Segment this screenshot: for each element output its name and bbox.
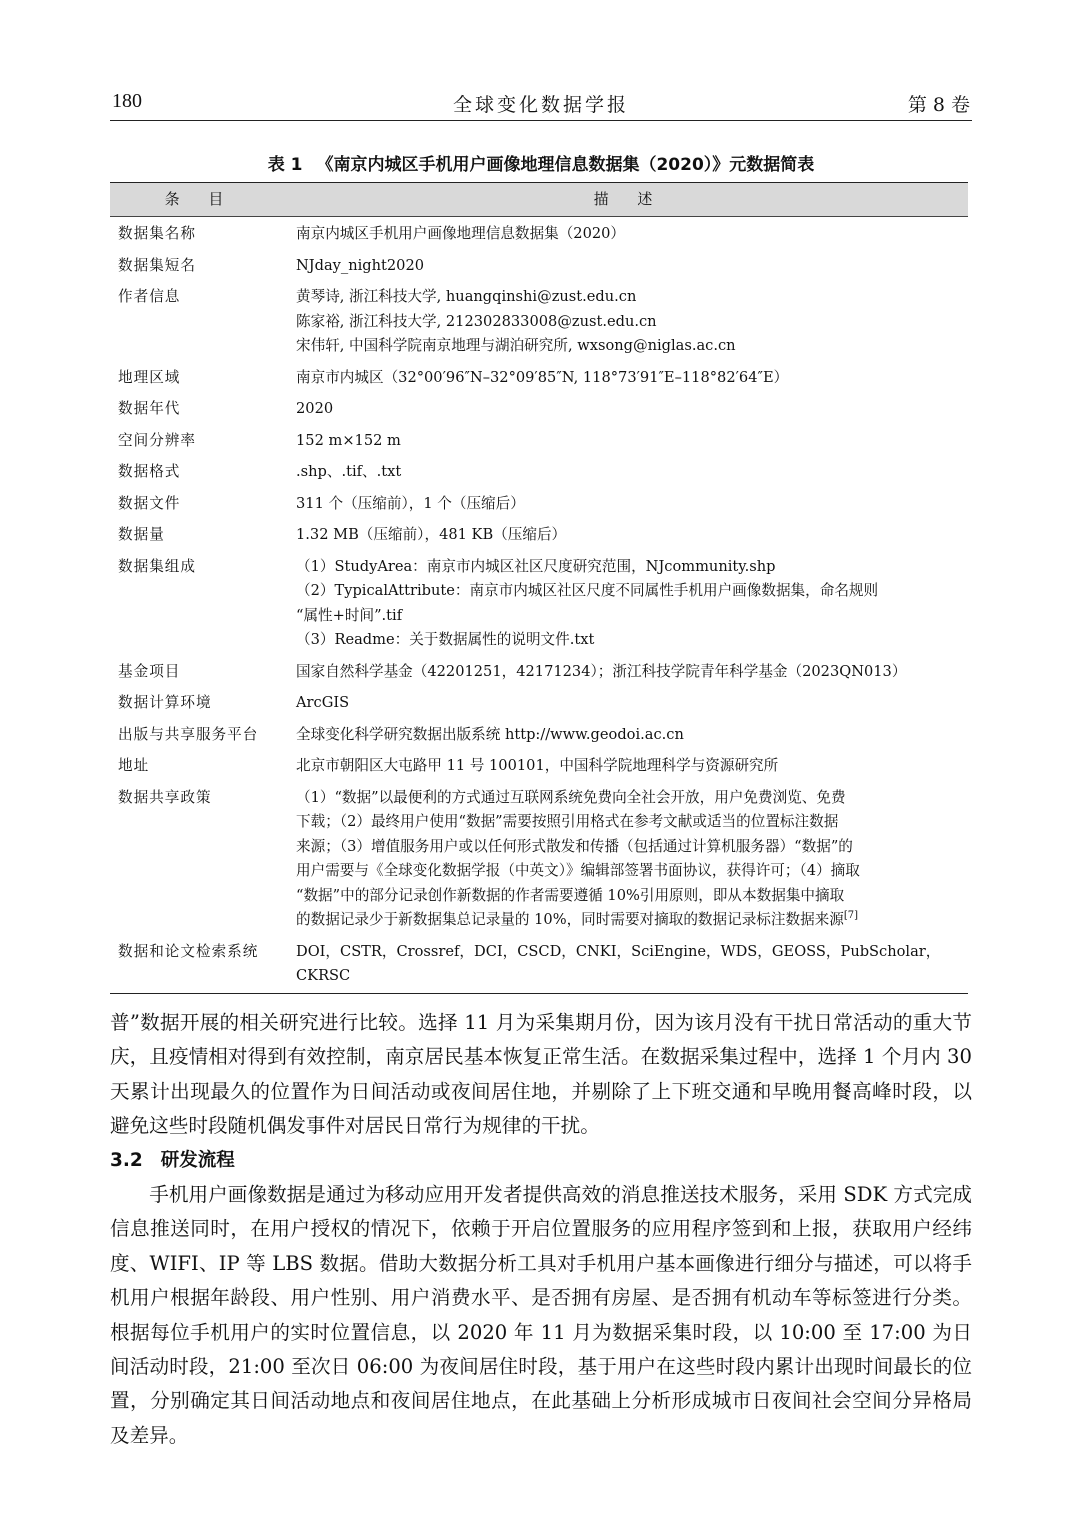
table-row	[110, 249, 968, 281]
row-value-text: 北京市朝阳区大屯路甲 11 号 100101，中国科学院地理科学与资源研究所	[296, 757, 779, 774]
row-value-text: 宋伟轩, 中国科学院南京地理与湖泊研究所, wxsong@niglas.ac.cn	[296, 337, 736, 354]
row-value	[290, 392, 968, 424]
row-label: 数据集组成	[118, 557, 196, 575]
row-value-line	[296, 397, 964, 422]
row-value-line	[296, 754, 964, 779]
row-value-line	[296, 460, 964, 485]
table-row	[110, 935, 968, 994]
row-value-line	[296, 523, 964, 548]
row-value-text: CKRSC	[296, 967, 351, 984]
table-row	[110, 217, 968, 249]
row-value-line	[296, 940, 964, 965]
row-value-line	[296, 964, 964, 989]
row-value-text: 的数据记录少于新数据集总记录量的 10%，同时需要对摘取的数据记录标注数据来源	[296, 911, 844, 928]
page-number: 180	[112, 90, 142, 112]
row-value-text: 152 m×152 m	[296, 431, 401, 449]
row-value-line	[296, 579, 964, 604]
row-value	[290, 455, 968, 487]
table-row	[110, 487, 968, 519]
row-label: 地理区域	[118, 368, 181, 386]
column-header-description: 描 述	[290, 183, 968, 217]
table-row	[110, 424, 968, 456]
row-value	[290, 249, 968, 281]
row-value-text: （1）“数据”以最便利的方式通过互联网系统免费向全社会开放，用户免费浏览、免费	[296, 788, 846, 806]
row-value-line	[296, 908, 964, 933]
table-row	[110, 655, 968, 687]
row-value-text: 1.32 MB（压缩前），481 KB（压缩后）	[296, 526, 567, 543]
table-row	[110, 361, 968, 393]
row-value-line	[296, 334, 964, 359]
row-value-text: 陈家裕, 浙江科技大学, 212302833008@zust.edu.cn	[296, 312, 657, 330]
journal-title: 全球变化数据学报	[452, 94, 629, 116]
section-heading	[110, 1144, 972, 1178]
row-value-text: 国家自然科学基金（42201251，42171234）；浙江科技学院青年科学基金（2023QN013）	[296, 662, 907, 680]
row-label: 数据共享政策	[118, 788, 212, 806]
table-caption-text: 《南京内城区手机用户画像地理信息数据集（2020）》元数据简表	[316, 155, 815, 175]
row-value-text: 南京内城区手机用户画像地理信息数据集（2020）	[296, 225, 626, 242]
table-number: 表 1	[267, 155, 303, 175]
table-row	[110, 686, 968, 718]
section-title: 研发流程	[160, 1149, 235, 1171]
row-value-text: 来源；（3）增值服务用户或以任何形式散发和传播（包括通过计算机服务器）“数据”的	[296, 837, 853, 855]
row-value-text: 南京市内城区（32°00′96″N–32°09′85″N, 118°73′91″E–118°82′64″E）	[296, 368, 789, 386]
page-header	[110, 86, 972, 121]
row-value-text: .shp、.tif、.txt	[296, 463, 402, 480]
row-value-line	[296, 628, 964, 653]
row-value	[290, 718, 968, 750]
row-label: 数据计算环境	[118, 694, 212, 711]
metadata-table	[110, 182, 968, 994]
row-value	[290, 217, 968, 249]
row-value	[290, 749, 968, 781]
row-value-text: 2020	[296, 400, 334, 417]
row-value-text: NJday_night2020	[296, 256, 425, 274]
row-label: 基金项目	[118, 662, 181, 680]
volume-label: 第 8 卷	[907, 94, 970, 116]
paragraph: 手机用户画像数据是通过为移动应用开发者提供高效的消息推送技术服务，采用 SDK 方式完成信息推送同时，在用户授权的情况下，依赖于开启位置服务的应用程序签到和上报，获取用户经纬度、WIFI、IP 等 LBS 数据。借助大数据分析工具对手机用户基本画像进行细分与描述，可以将手机用户根据年龄段、用户性别、用户消费水平、是否拥有房屋、是否拥有机动车等标签进行分类。根据每位手机用户的实时位置信息，以 2020 年 11 月为数据采集时段，以 10:00 至 17:00 为日间活动时段，21:00 至次日 06:00 为夜间居住时段，基于用户在这些时段内累计出现时间最长的位置，分别确定其日间活动地点和夜间居住地点，在此基础上分析形成城市日夜间社会空间分异格局及差异。	[110, 1183, 972, 1447]
row-value-line	[296, 691, 964, 716]
row-value-text: ArcGIS	[296, 694, 350, 711]
table-row	[110, 518, 968, 550]
row-value	[290, 781, 968, 935]
row-value-text: 全球变化科学研究数据出版系统 http://www.geodoi.ac.cn	[296, 725, 684, 743]
row-label: 作者信息	[118, 288, 181, 305]
row-value	[290, 655, 968, 687]
row-value-line	[296, 859, 964, 884]
row-value-text: 311 个（压缩前），1 个（压缩后）	[296, 494, 525, 512]
row-value-text: “数据”中的部分记录创作新数据的作者需要遵循 10%引用原则，即从本数据集中摘取	[296, 886, 845, 904]
table-caption	[110, 150, 972, 175]
row-value-line	[296, 555, 964, 580]
section-number: 3.2	[110, 1149, 143, 1171]
row-value-text: （1）StudyArea：南京市内城区社区尺度研究范围，NJcommunity.shp	[296, 557, 776, 575]
table-header-row	[110, 183, 968, 217]
row-value-line	[296, 254, 964, 279]
row-value-line	[296, 660, 964, 685]
table-row	[110, 280, 968, 361]
paragraph: 普”数据开展的相关研究进行比较。选择 11 月为采集期月份，因为该月没有干扰日常活动的重大节庆，且疫情相对得到有效控制，南京居民基本恢复正常生活。在数据采集过程中，选择 1 个月内 30 天累计出现最久的位置作为日间活动或夜间居住地，并剔除了上下班交通和早晚用餐高峰时段，以避免这些时段随机偶发事件对居民日常行为规律的干扰。	[110, 1011, 972, 1138]
row-value-line	[296, 366, 964, 391]
row-label: 数据集名称	[118, 225, 196, 242]
body-text	[110, 1006, 972, 1453]
row-value-line	[296, 884, 964, 909]
table-row	[110, 718, 968, 750]
row-value-line	[296, 604, 964, 629]
table-row	[110, 392, 968, 424]
row-value	[290, 361, 968, 393]
row-value-line	[296, 492, 964, 517]
row-value	[290, 935, 968, 994]
row-label: 数据年代	[118, 400, 181, 417]
row-value	[290, 487, 968, 519]
table-row	[110, 781, 968, 935]
row-label: 出版与共享服务平台	[118, 725, 259, 743]
row-value-line	[296, 310, 964, 335]
row-label: 数据格式	[118, 463, 181, 480]
table-row	[110, 455, 968, 487]
row-value-line	[296, 285, 964, 310]
row-label: 地址	[118, 757, 150, 774]
row-value-line	[296, 723, 964, 748]
table-row	[110, 550, 968, 655]
row-value-text: （3）Readme：关于数据属性的说明文件.txt	[296, 631, 595, 648]
row-value	[290, 518, 968, 550]
row-label: 数据集短名	[118, 256, 196, 274]
row-value-line	[296, 810, 964, 835]
row-value-line	[296, 786, 964, 811]
row-label: 空间分辨率	[118, 431, 196, 449]
table-body	[110, 217, 968, 994]
row-value	[290, 550, 968, 655]
row-value	[290, 280, 968, 361]
table-row	[110, 749, 968, 781]
row-value-line	[296, 429, 964, 454]
citation-reference: [7]	[843, 910, 859, 922]
row-value-text: 用户需要与《全球变化数据学报（中英文）》编辑部签署书面协议，获得许可；（4）摘取	[296, 862, 860, 879]
row-value-text: （2）TypicalAttribute：南京市内城区社区尺度不同属性手机用户画像数据集，命名规则	[296, 582, 879, 599]
row-value-line	[296, 222, 964, 247]
row-label: 数据文件	[118, 494, 181, 512]
row-label: 数据量	[118, 526, 165, 543]
column-header-item: 条 目	[110, 183, 290, 217]
row-value-text: 下载；（2）最终用户使用“数据”需要按照引用格式在参考文献或适当的位置标注数据	[296, 813, 839, 830]
row-label: 数据和论文检索系统	[110, 935, 290, 994]
row-value-text: DOI，CSTR，Crossref，DCI，CSCD，CNKI，SciEngine，WDS，GEOSS，PubScholar，	[296, 942, 941, 960]
row-value-line	[296, 835, 964, 860]
row-value-text: “属性+时间”.tif	[296, 606, 403, 624]
row-value	[290, 424, 968, 456]
row-value	[290, 686, 968, 718]
row-value-text: 黄琴诗, 浙江科技大学, huangqinshi@zust.edu.cn	[296, 288, 637, 305]
